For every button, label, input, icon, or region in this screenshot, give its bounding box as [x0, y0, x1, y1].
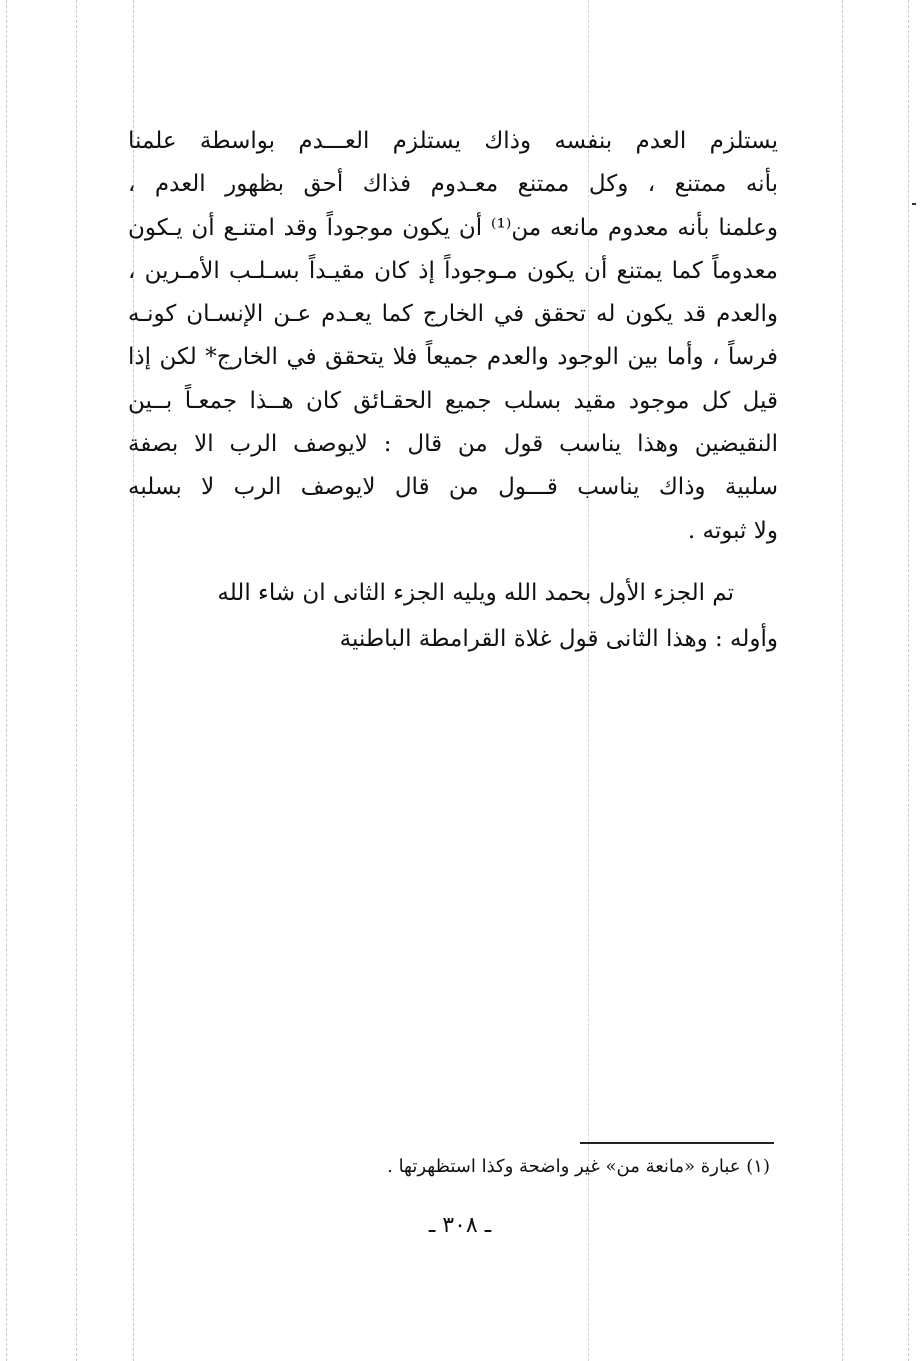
text-line: فرساً ، وأما بين الوجود والعدم جميعاً فلا يتحقق في الخارج* لكن إذا [128, 344, 778, 371]
scan-guide-line [842, 0, 843, 1361]
text-line: والعدم قد يكون له تحقق في الخارج كما يعـدم عـن الإنسـان كونـه [128, 301, 778, 328]
text-line: بأنه ممتنع ، وكل ممتنع معـدوم فذاك أحق بظهور العدم ، [128, 171, 778, 198]
text-line: سلبية وذاك يناسب قـــول من قال لايوصف الرب لا بسلبه [128, 474, 778, 501]
footnote: (١) عبارة «مانعة من» غير واضحة وكذا استظهرتها . [387, 1156, 770, 1177]
scan-guide-line [6, 0, 7, 1361]
text-line: ولا ثبوته . [687, 517, 778, 544]
closing-note [128, 570, 778, 662]
main-paragraph [128, 120, 778, 553]
text-line: وعلمنا بأنه معدوم مانعه من⁽¹⁾ أن يكون موجوداً وقد امتنـع أن يـكون [128, 214, 779, 241]
text-line: يستلزم العدم بنفسه وذاك يستلزم العـــدم بواسطة علمنا [128, 128, 778, 154]
text-line: قيل كل موجود مقيد بسلب جميع الحقـائق كان هــذا جمعـاً بــين [128, 387, 778, 414]
page-number: ـ ٣٠٨ ـ [428, 1213, 492, 1238]
text-line: النقيضين وهذا يناسب قول من قال : لايوصف الرب الا بصفة [128, 431, 778, 458]
footnote-separator [580, 1142, 774, 1144]
scan-guide-line [908, 0, 909, 1361]
closing-line-1: تم الجزء الأول بحمد الله ويليه الجزء الثانى ان شاء الله [217, 580, 734, 606]
scan-guide-line [76, 0, 77, 1361]
closing-line-2: وأوله : وهذا الثانى قول غلاة القرامطة الباطنية [339, 626, 778, 652]
edge-mark [912, 203, 916, 205]
text-line: معدوماً كما يمتنع أن يكون مـوجوداً إذ كان مقيـداً بسـلـب الأمـرين ، [128, 257, 778, 284]
